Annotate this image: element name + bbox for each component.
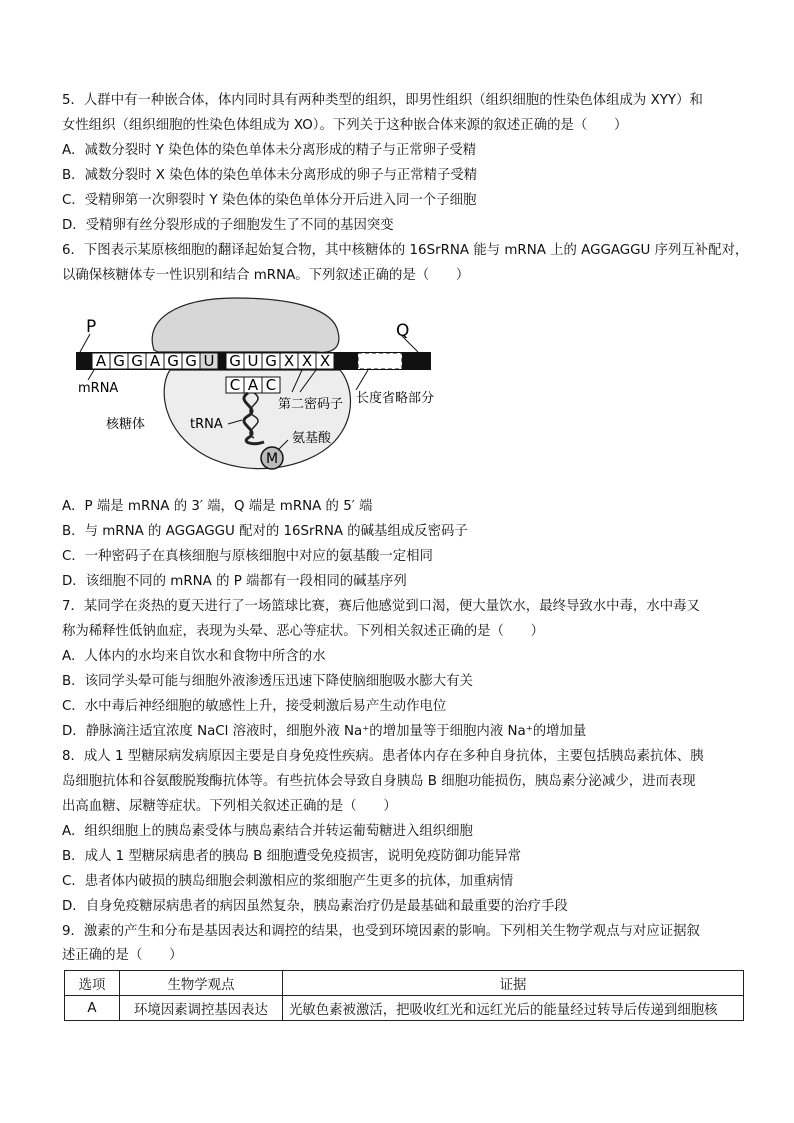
q7-stem-line2: 称为稀释性低钠血症，表现为头晕、恶心等症状。下列相关叙述正确的是（ ）	[62, 624, 545, 639]
p-end-label: P	[86, 317, 97, 337]
q6-stem-line2: 以确保核糖体专一性识别和结合 mRNA。下列叙述正确的是（ ）	[62, 268, 470, 283]
trna-label: tRNA	[190, 417, 223, 432]
codon-base: X	[283, 352, 295, 370]
q6-stem-line1: 6．下图表示某原核细胞的翻译起始复合物，其中核糖体的 16SrRNA 能与 mRNA 上的 AGGAGGU 序列互补配对，	[62, 243, 749, 258]
q8-option-c: C．患者体内破损的胰岛细胞会刺激相应的浆细胞产生更多的抗体，加重病情	[62, 874, 514, 889]
anticodon-base: C	[265, 376, 277, 394]
q8-stem-line1: 8．成人 1 型糖尿病发病原因主要是自身免疫性疾病。患者体内存在多种自身抗体，主要包括胰岛素抗体、胰	[62, 749, 704, 764]
seq-base: G	[167, 352, 179, 370]
table-header-row	[65, 971, 744, 996]
codon-boxes	[226, 352, 334, 370]
q7-option-c: C．水中毒后神经细胞的敏感性上升，接受刺激后易产生动作电位	[62, 699, 447, 714]
codon-base: G	[229, 352, 241, 370]
q9-stem-line2: 述正确的是（ ）	[62, 948, 183, 963]
q5-option-d: D．受精卵有丝分裂形成的子细胞发生了不同的基因突变	[62, 218, 394, 233]
seq-base: G	[131, 352, 143, 370]
shine-dalgarno-sequence	[92, 352, 218, 370]
second-codon-label: 第二密码子	[278, 397, 344, 412]
q8-option-b: B．成人 1 型糖尿病患者的胰岛 B 细胞遭受免疫损害，说明免疫防御功能异常	[62, 849, 522, 864]
q7-stem-line1: 7．某同学在炎热的夏天进行了一场篮球比赛，赛后他感觉到口渴，便大量饮水，最终导致水中毒，水中毒又	[62, 599, 700, 614]
anticodon-base: C	[229, 376, 241, 394]
q5-option-a: A．减数分裂时 Y 染色体的染色单体未分离形成的精子与正常卵子受精	[62, 143, 477, 158]
ribosome-label: 核糖体	[106, 417, 146, 432]
table-header-cell: 选项	[65, 971, 120, 996]
codon-base: X	[319, 352, 331, 370]
codon-base: G	[265, 352, 277, 370]
anticodon-base: A	[247, 376, 259, 394]
table-cell: 光敏色素被激活，把吸收红光和远红光后的能量经过转导后传递到细胞核	[283, 996, 744, 1021]
table-header-cell: 生物学观点	[120, 971, 283, 996]
table-header-cell: 证据	[283, 971, 744, 996]
evidence-table	[64, 970, 744, 1021]
q7-option-b: B．该同学头晕可能与细胞外液渗透压迅速下降使脑细胞吸水膨大有关	[62, 674, 473, 689]
translation-complex-diagram	[66, 292, 446, 482]
seq-base: G	[185, 352, 197, 370]
q-end-label: Q	[396, 321, 410, 341]
q6-option-c: C．一种密码子在真核细胞与原核细胞中对应的氨基酸一定相同	[62, 549, 433, 564]
q7-option-a: A．人体内的水均来自饮水和食物中所含的水	[62, 649, 326, 664]
q8-option-a: A．组织细胞上的胰岛素受体与胰岛素结合并转运葡萄糖进入组织细胞	[62, 824, 473, 839]
table-cell: 环境因素调控基因表达	[120, 996, 283, 1021]
seq-base: G	[113, 352, 125, 370]
seq-base: A	[95, 352, 107, 370]
q5-stem-line1: 5．人群中有一种嵌合体，体内同时具有两种类型的组织，即男性组织（组织细胞的性染色体组成为 XYY）和	[62, 93, 703, 108]
mrna-leader	[88, 370, 94, 380]
seq-base: U	[203, 352, 215, 370]
q6-option-d: D．该细胞不同的 mRNA 的 P 端都有一段相同的碱基序列	[62, 574, 407, 589]
q8-stem-line2: 岛细胞抗体和谷氨酸脱羧酶抗体等。有些抗体会导致自身胰岛 B 细胞功能损伤，胰岛素分泌减少，进而表现	[62, 774, 696, 789]
table-cell: A	[65, 996, 120, 1021]
trna-anticodon	[226, 376, 280, 394]
q5-option-b: B．减数分裂时 X 染色体的染色单体未分离形成的卵子与正常精子受精	[62, 168, 478, 183]
q8-option-d: D．自身免疫糖尿病患者的病因虽然复杂，胰岛素治疗仍是最基础和最重要的治疗手段	[62, 899, 568, 914]
seq-base: A	[149, 352, 161, 370]
table-row	[65, 996, 744, 1021]
amino-acid-text: 氨基酸	[292, 431, 332, 446]
ribosome-large-subunit	[152, 298, 339, 352]
omitted-region	[358, 353, 402, 369]
q6-option-a: A．P 端是 mRNA 的 3′ 端，Q 端是 mRNA 的 5′ 端	[62, 499, 373, 514]
amino-acid-label: M	[265, 451, 279, 467]
q5-option-c: C．受精卵第一次卵裂时 Y 染色体的染色单体分开后进入同一个子细胞	[62, 193, 477, 208]
codon-base: U	[247, 352, 259, 370]
mrna-label: mRNA	[78, 381, 119, 396]
q6-option-b: B．与 mRNA 的 AGGAGGU 配对的 16SrRNA 的碱基组成反密码子	[62, 524, 468, 539]
omitted-part-label: 长度省略部分	[356, 391, 435, 406]
codon-base: X	[301, 352, 313, 370]
q9-stem-line1: 9．激素的产生和分布是基因表达和调控的结果，也受到环境因素的影响。下列相关生物学观点与对应证据叙	[62, 924, 700, 939]
q5-stem-line2: 女性组织（组织细胞的性染色体组成为 XO）。下列关于这种嵌合体来源的叙述正确的是（ ）	[62, 118, 628, 133]
q8-stem-line3: 出高血糖、尿糖等症状。下列相关叙述正确的是（ ）	[62, 799, 397, 814]
q7-option-d: D．静脉滴注适宜浓度 NaCl 溶液时，细胞外液 Na⁺的增加量等于细胞内液 Na⁺的增加量	[62, 724, 587, 739]
omit-leader	[356, 370, 368, 390]
